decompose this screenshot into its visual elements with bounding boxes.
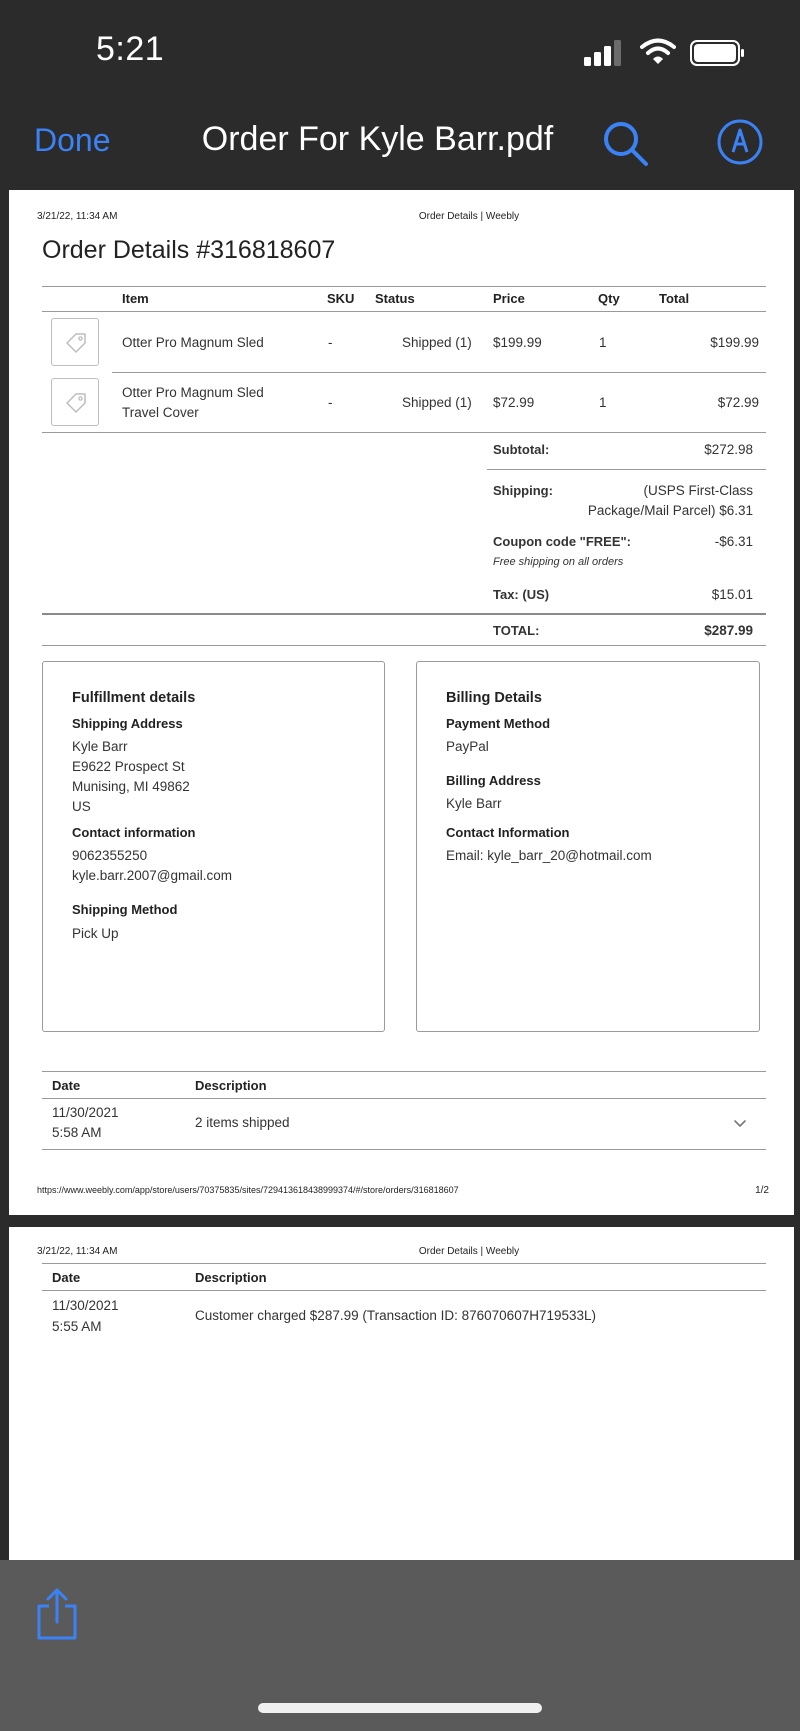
tax-value: $15.01 bbox=[711, 587, 753, 602]
history-description-header: Description bbox=[195, 1270, 267, 1285]
share-icon[interactable] bbox=[34, 1586, 80, 1642]
contact-info-label: Contact information bbox=[72, 825, 196, 840]
print-date: 3/21/22, 11:34 AM bbox=[37, 1246, 118, 1257]
page-number: 1/2 bbox=[755, 1185, 769, 1196]
item-name-line2: Travel Cover bbox=[122, 405, 199, 420]
subtotal-label: Subtotal: bbox=[493, 442, 550, 457]
chevron-down-icon[interactable] bbox=[733, 1119, 747, 1129]
product-thumbnail bbox=[51, 378, 99, 426]
tax-label: Tax: (US) bbox=[493, 587, 550, 602]
item-price: $72.99 bbox=[493, 395, 535, 410]
shipping-address-label: Shipping Address bbox=[72, 716, 183, 731]
shipping-label: Shipping: bbox=[493, 483, 553, 498]
subtotal-value: $272.98 bbox=[704, 442, 753, 457]
total-label: TOTAL: bbox=[493, 623, 540, 638]
item-status: Shipped (1) bbox=[402, 395, 472, 410]
history-description: Customer charged $287.99 (Transaction ID: 876070607H719533L) bbox=[195, 1308, 597, 1323]
item-sku: - bbox=[328, 335, 333, 350]
history-date: 11/30/2021 bbox=[52, 1105, 119, 1120]
battery-icon bbox=[690, 40, 746, 66]
billing-address-label: Billing Address bbox=[446, 773, 541, 788]
shipping-method-label: Shipping Method bbox=[72, 902, 178, 917]
col-total: Total bbox=[659, 291, 690, 306]
billing-contact-label: Contact Information bbox=[446, 825, 570, 840]
col-sku: SKU bbox=[327, 291, 355, 306]
shipping-address-city: Munising, MI 49862 bbox=[72, 779, 190, 794]
payment-method-label: Payment Method bbox=[446, 716, 551, 731]
history-date: 11/30/2021 bbox=[52, 1298, 119, 1313]
markup-pen-icon[interactable] bbox=[716, 118, 764, 166]
contact-phone: 9062355250 bbox=[72, 848, 148, 863]
shipping-value: (USPS First-Class bbox=[643, 483, 753, 498]
item-qty: 1 bbox=[599, 395, 607, 410]
history-description: 2 items shipped bbox=[195, 1115, 290, 1130]
document-title: Order For Kyle Barr.pdf bbox=[201, 120, 554, 158]
billing-contact-value: Email: kyle_barr_20@hotmail.com bbox=[446, 848, 652, 863]
payment-method-value: PayPal bbox=[446, 739, 489, 754]
pdf-page-1[interactable] bbox=[9, 190, 794, 1215]
coupon-label: Coupon code "FREE": bbox=[493, 534, 631, 549]
search-icon[interactable] bbox=[600, 118, 650, 168]
history-time: 5:58 AM bbox=[52, 1125, 102, 1140]
billing-address-value: Kyle Barr bbox=[446, 796, 502, 811]
history-time: 5:55 AM bbox=[52, 1319, 102, 1334]
col-qty: Qty bbox=[598, 291, 620, 306]
total-value: $287.99 bbox=[704, 623, 753, 638]
price-tag-icon bbox=[64, 331, 88, 355]
shipping-address-country: US bbox=[72, 799, 91, 814]
coupon-value: -$6.31 bbox=[714, 534, 753, 549]
print-date: 3/21/22, 11:34 AM bbox=[37, 211, 118, 222]
wifi-icon bbox=[640, 38, 676, 66]
item-price: $199.99 bbox=[493, 335, 542, 350]
history-description-header: Description bbox=[195, 1078, 267, 1093]
item-status: Shipped (1) bbox=[402, 335, 472, 350]
item-qty: 1 bbox=[599, 335, 607, 350]
print-title: Order Details | Weebly bbox=[418, 1246, 520, 1257]
print-title: Order Details | Weebly bbox=[418, 211, 520, 222]
price-tag-icon bbox=[64, 391, 88, 415]
coupon-note: Free shipping on all orders bbox=[493, 556, 624, 568]
cellular-signal-icon bbox=[582, 40, 626, 66]
shipping-address-street: E9622 Prospect St bbox=[72, 759, 185, 774]
item-name: Otter Pro Magnum Sled bbox=[122, 335, 264, 350]
fulfillment-card bbox=[42, 661, 385, 1032]
col-price: Price bbox=[493, 291, 525, 306]
col-status: Status bbox=[375, 291, 415, 306]
item-total: $72.99 bbox=[717, 395, 759, 410]
item-total: $199.99 bbox=[710, 335, 759, 350]
shipping-method-value: Pick Up bbox=[72, 926, 119, 941]
done-button[interactable]: Done bbox=[34, 122, 111, 158]
contact-email: kyle.barr.2007@gmail.com bbox=[72, 868, 233, 883]
product-thumbnail bbox=[51, 318, 99, 366]
home-indicator[interactable] bbox=[258, 1703, 542, 1713]
status-time: 5:21 bbox=[96, 30, 165, 68]
billing-title: Billing Details bbox=[446, 690, 542, 706]
fulfillment-title: Fulfillment details bbox=[72, 690, 196, 706]
history-date-header: Date bbox=[52, 1270, 81, 1285]
shipping-address-name: Kyle Barr bbox=[72, 739, 128, 754]
footer-url: https://www.weebly.com/app/store/users/70375835/sites/729413618438999374/#/store/orders/316818607 bbox=[37, 1185, 459, 1195]
item-sku: - bbox=[328, 395, 333, 410]
col-item: Item bbox=[122, 291, 149, 306]
pdf-page-2[interactable] bbox=[9, 1227, 794, 1560]
billing-card bbox=[416, 661, 760, 1032]
shipping-value-line2: Package/Mail Parcel) $6.31 bbox=[587, 503, 753, 518]
item-name: Otter Pro Magnum Sled bbox=[122, 385, 264, 400]
page-title: Order Details #316818607 bbox=[42, 236, 336, 264]
history-date-header: Date bbox=[52, 1078, 81, 1093]
